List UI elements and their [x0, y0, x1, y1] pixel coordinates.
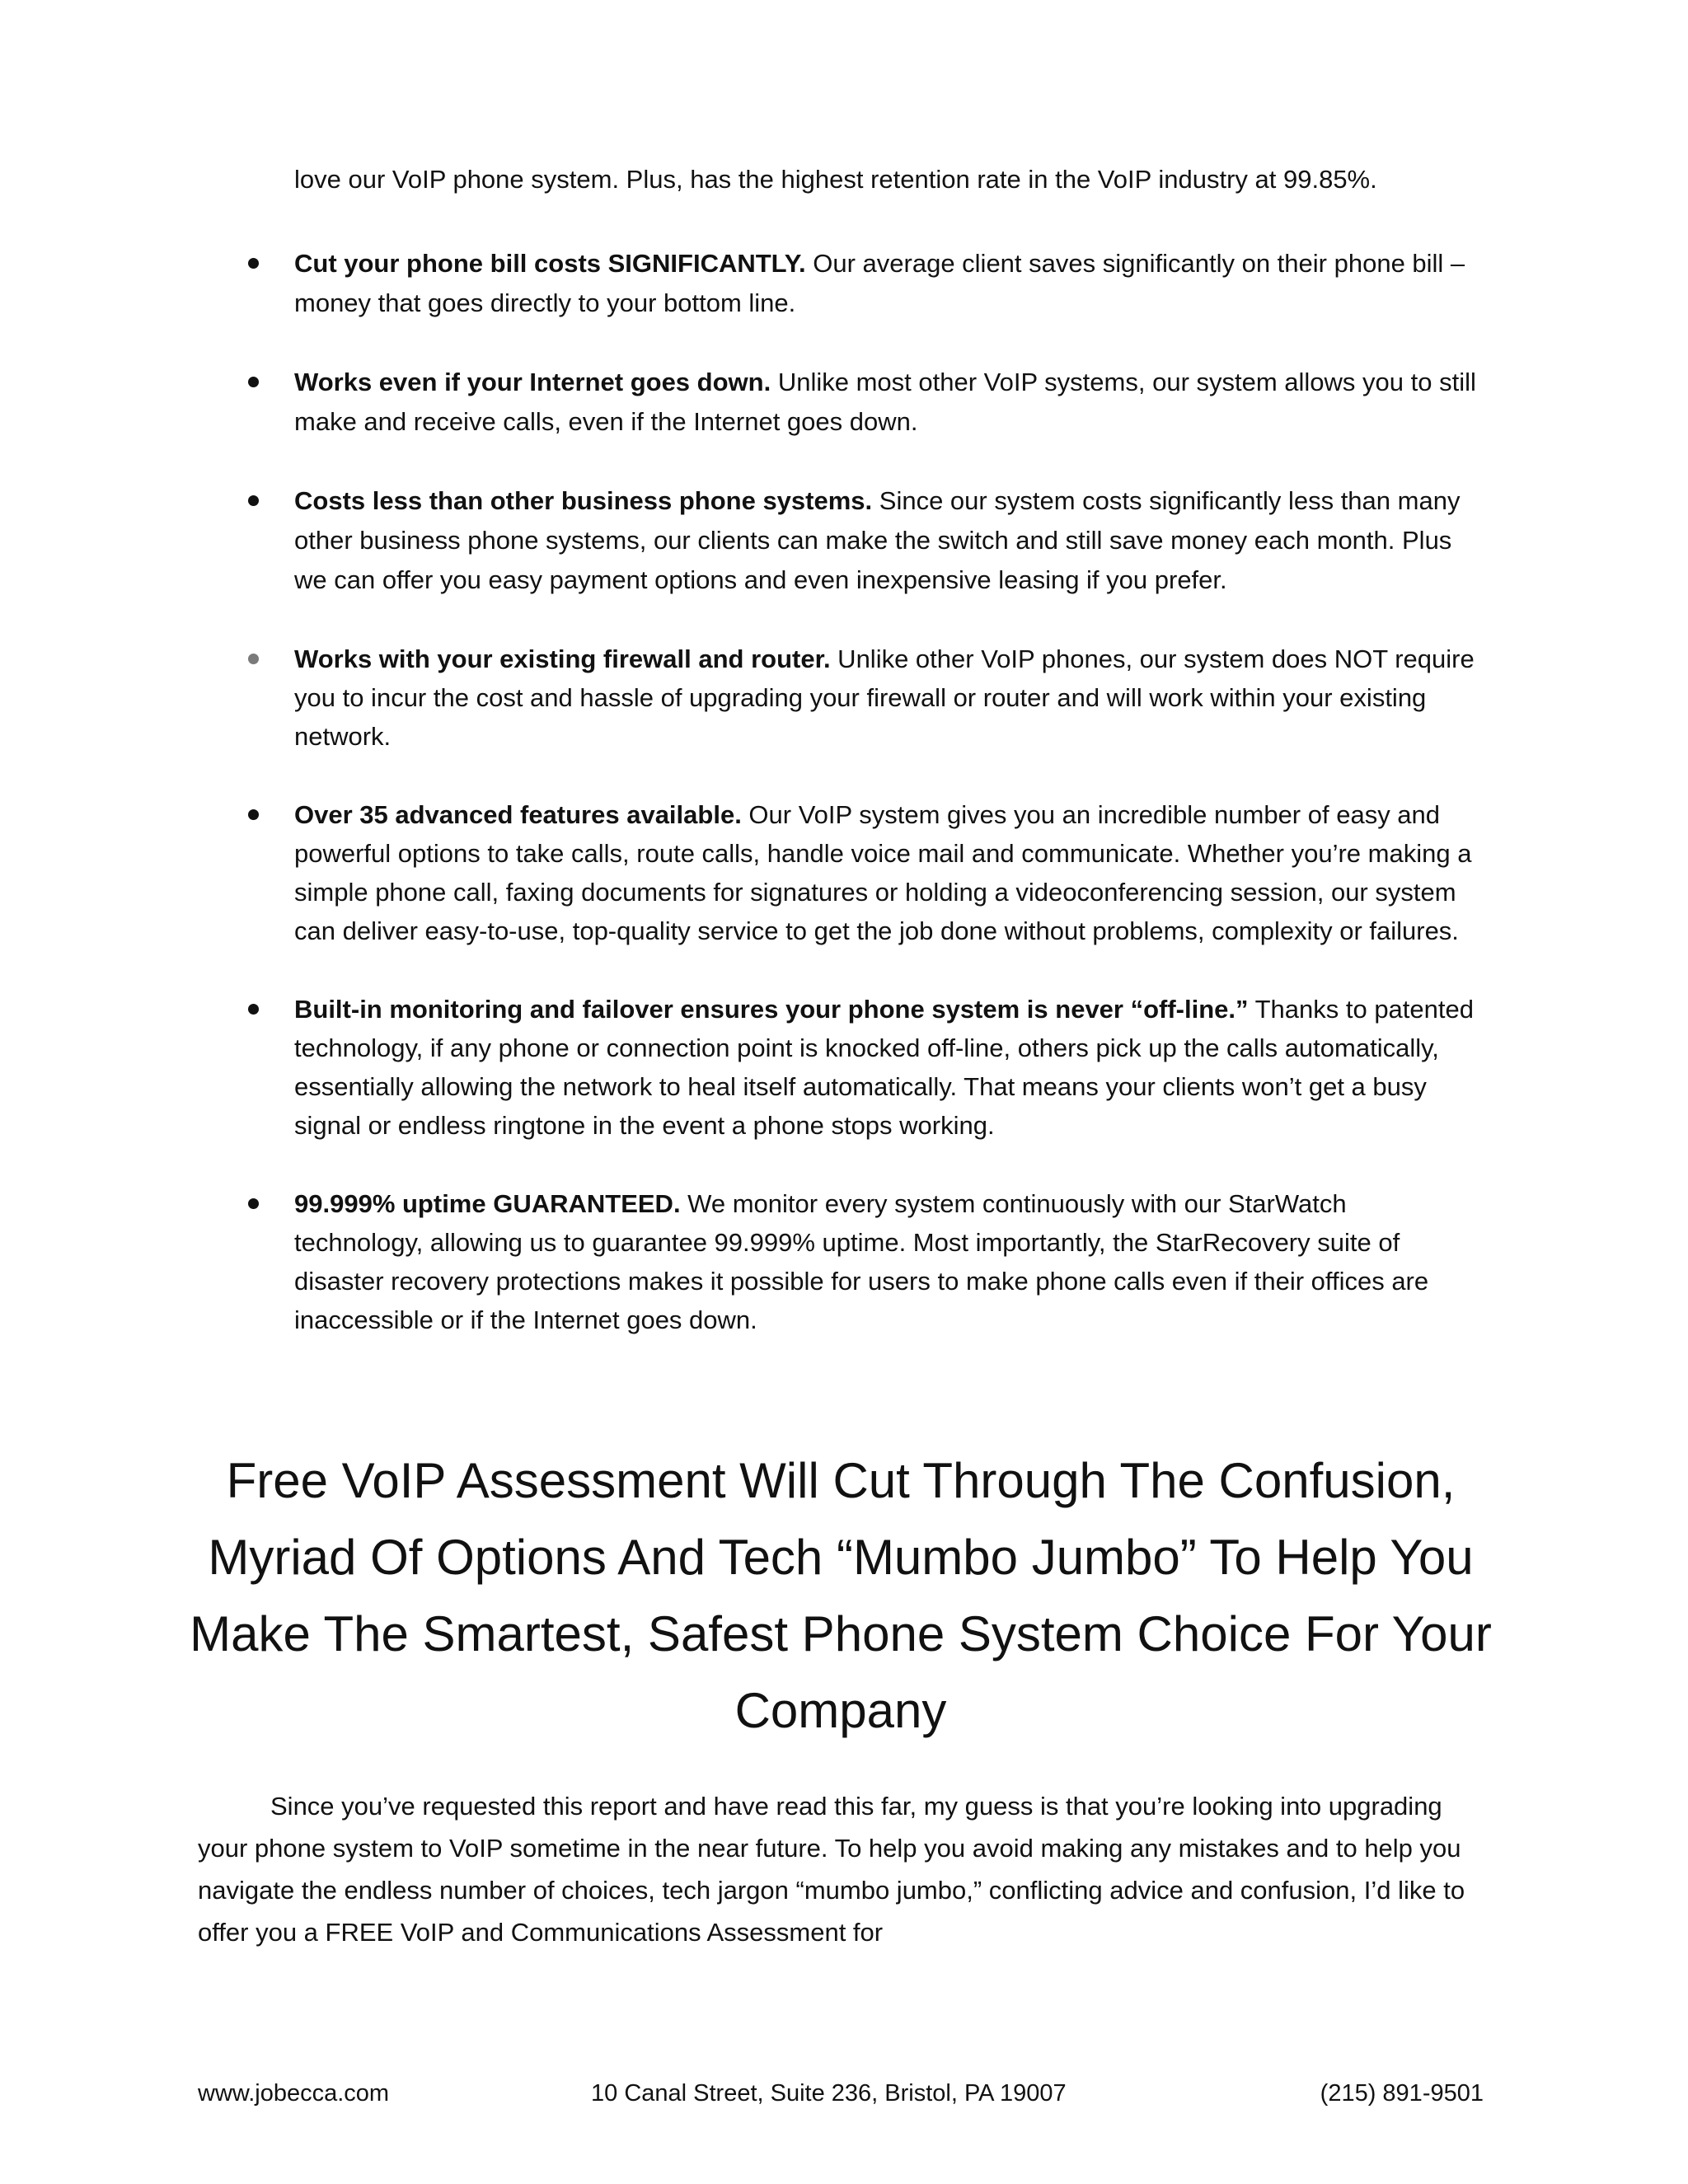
bullet-text: We monitor every system continuously with our StarWatch technology, allowing us to guarantee 99.999% uptime. Most importantly, the StarRecovery suite of disaster recovery protections makes it possible for users to make phone calls even if their offices are inaccessible or if the Internet goes down.	[294, 1189, 1429, 1334]
bullet-text: Our VoIP system gives you an incredible number of easy and powerful options to take calls, route calls, handle voice mail and communicate. Whether you’re making a simple phone call, faxing documents for signatures or holding a videoconferencing session, our system can deliver easy-to-use, top-quality service to get the job done without problems, complexity or failures.	[294, 800, 1472, 945]
bullet-icon	[248, 1004, 259, 1015]
bullet-icon	[248, 1198, 259, 1209]
bullet-lead: 99.999% uptime GUARANTEED.	[294, 1189, 681, 1218]
list-item	[294, 244, 1481, 323]
footer-website: www.jobecca.com	[198, 2080, 390, 2107]
bullet-lead: Built-in monitoring and failover ensures your phone system is never “off-line.”	[294, 995, 1249, 1024]
bullet-text: Our average client saves significantly on their phone bill – money that goes directly to your bottom line.	[294, 249, 1465, 317]
list-item	[294, 990, 1481, 1145]
bullet-icon	[248, 654, 259, 664]
list-item	[294, 1184, 1481, 1339]
page-footer	[198, 2077, 1484, 2110]
body-paragraph: Since you’ve requested this report and have read this far, my guess is that you’re looking into upgrading your phone system to VoIP sometime in the near future. To help you avoid making any mistakes and to help you navigate the endless number of choices, tech jargon “mumbo jumbo,” conflicting advice and confusion, I’d like to offer you a FREE VoIP and Communications Assessment for	[198, 1792, 1465, 1947]
list-item	[294, 640, 1481, 756]
footer-address: 10 Canal Street, Suite 236, Bristol, PA 19007	[591, 2080, 1067, 2107]
footer-phone: (215) 891-9501	[1320, 2080, 1484, 2107]
bullet-lead: Cut your phone bill costs SIGNIFICANTLY.	[294, 249, 806, 278]
bullet-lead: Over 35 advanced features available.	[294, 800, 742, 829]
bullet-lead: Works with your existing firewall and router.	[294, 644, 831, 673]
continuation-text: love our VoIP phone system. Plus, has the highest retention rate in the VoIP industry at 99.85%.	[294, 165, 1377, 194]
bullet-text: Thanks to patented technology, if any phone or connection point is knocked off-line, others pick up the calls automatically, essentially allowing the network to heal itself automatically. That means your clients won’t get a busy signal or endless ringtone in the event a phone stops working.	[294, 995, 1474, 1140]
bullet-text: Unlike most other VoIP systems, our system allows you to still make and receive calls, even if the Internet goes down.	[294, 368, 1476, 436]
list-item	[294, 481, 1481, 600]
bullet-text: Unlike other VoIP phones, our system does NOT require you to incur the cost and hassle of upgrading your firewall or router and will work within your existing network.	[294, 644, 1475, 751]
bullet-lead: Costs less than other business phone systems.	[294, 486, 873, 515]
bullet-icon	[248, 809, 259, 820]
section-heading: Free VoIP Assessment Will Cut Through The Confusion, Myriad Of Options And Tech “Mumbo Jumbo” To Help You Make The Smartest, Safest Phone System Choice For Your Company	[190, 1453, 1492, 1738]
benefits-list	[294, 244, 1481, 1379]
bullet-icon	[248, 258, 259, 269]
bullet-icon	[248, 377, 259, 387]
list-item	[294, 795, 1481, 950]
bullet-text: Since our system costs significantly less than many other business phone systems, our clients can make the switch and still save money each month. Plus we can offer you easy payment options and even inexpensive leasing if you prefer.	[294, 486, 1461, 594]
list-item	[294, 363, 1481, 442]
bullet-lead: Works even if your Internet goes down.	[294, 368, 771, 396]
bullet-icon	[248, 495, 259, 506]
